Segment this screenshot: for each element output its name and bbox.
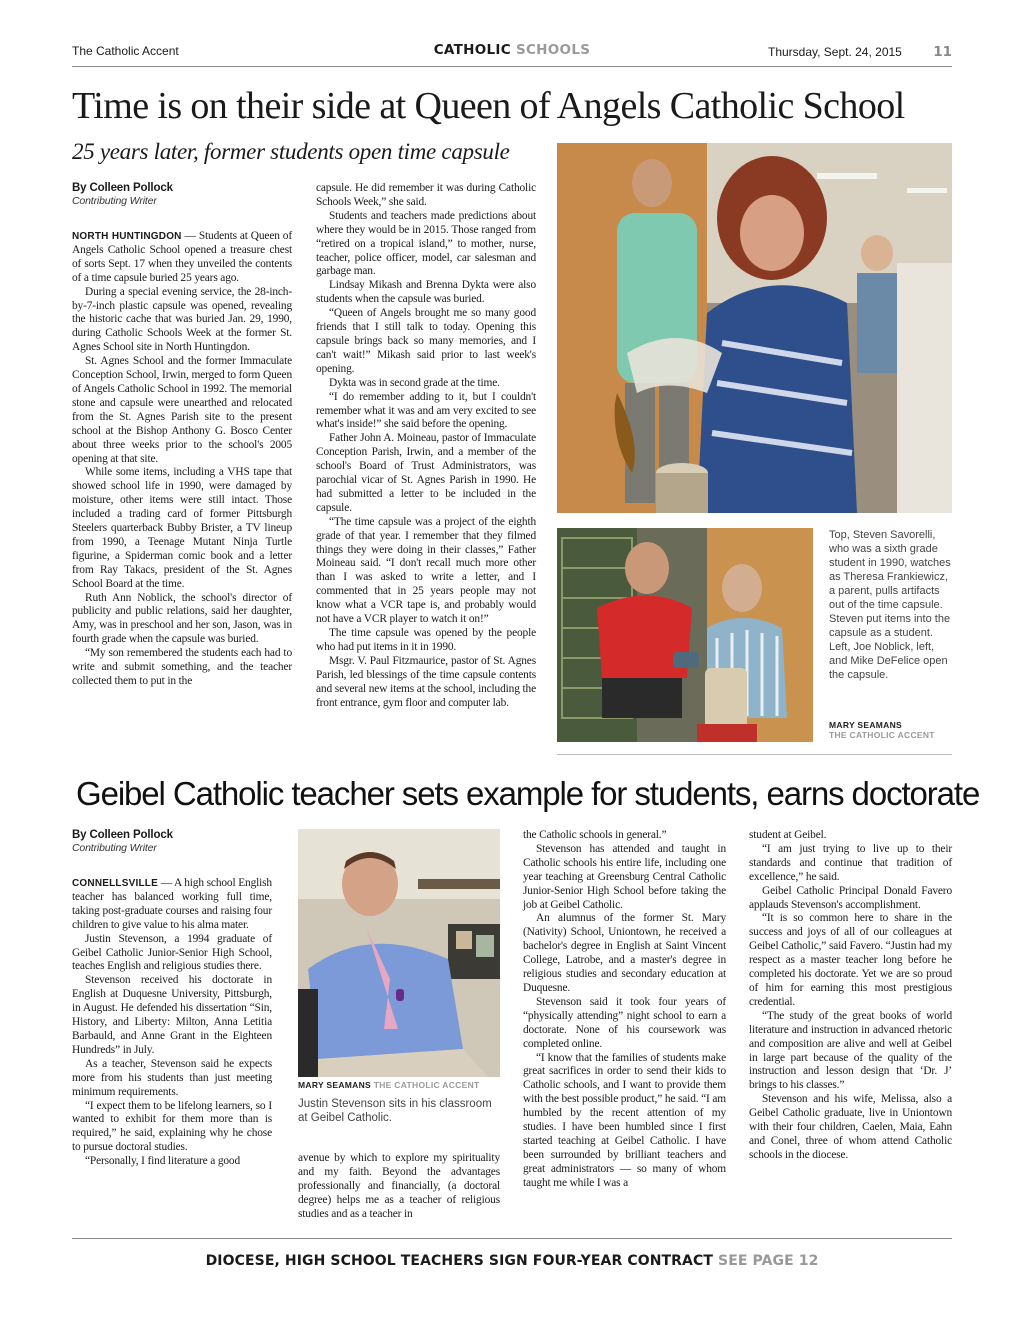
story1-credit-name: MARY SEAMANS [829,720,903,730]
time-capsule-photo-bottom-image [557,528,813,742]
story2-byline-role: Contributing Writer [72,842,157,854]
story1-paragraph: Dykta was in second grade at the time. [329,376,500,389]
section-label-b: SCHOOLS [515,42,591,58]
story1-paragraph: Students and teachers made predictions about where they would be in 2015. Those ranged from “retired on a tropical island,” to mother, nurse, teacher, police officer, model, car salesman and garbage man. [316,209,536,278]
issue-date [768,44,952,60]
story2-column-1 [72,829,272,1169]
page-number: 11 [933,44,952,60]
story2-paragraph: “I know that the families of students make great sacrifices in order to send their kids to Catholic schools, and I want to provide them with the best possible product,” he said. “I am humbled by the recent attention of my studies. I have been humbled since I first started teaching at Geibel Catholic. I have been surrounded by brilliant teachers and great administrators — so many of whom taught me while I was a [523,1051,726,1189]
story1-credit-org: THE CATHOLIC ACCENT [829,730,935,740]
story1-paragraph: “I do remember adding to it, but I couldn't remember what it was and am very excited to see what's inside!” she said before the opening. [316,390,536,431]
story2-paragraph: “It is so common here to share in the success and joys of all of our colleagues at Geibel Catholic,” said Favero. “Justin had my respect as a master teacher long before he completed his doctorate. Yet we are so proud of him for earning this most prestigious credential. [749,912,952,1008]
story1-paragraph: Father John A. Moineau, pastor of Immaculate Conception Parish, Irwin, and a member of the school's Board of Trust Administrators, was parochial vicar of St. Agnes Parish in 1990. He had submitted a letter to be included in the capsule. [316,432,536,514]
footer-teaser-text: DIOCESE, HIGH SCHOOL TEACHERS SIGN FOUR-YEAR CONTRACT [205,1253,714,1269]
story2-column-2 [298,1152,500,1222]
story2-paragraph: the Catholic schools in general.” [523,829,667,841]
story2-paragraph: avenue by which to explore my spirituality and my faith. Beyond the advantages professionally and financially, (a doctoral degree) helps me as a teacher of religious studies and as a teacher in [298,1152,500,1220]
footer-rule [72,1238,952,1239]
story2-column-4 [749,829,952,1163]
story2-paragraph: “Personally, I find literature a good [85,1155,241,1168]
story2-paragraph: student at Geibel. [749,829,827,841]
story1-paragraph: “Queen of Angels brought me so many good friends that I still talk to today. Opening this capsule brings back so many memories, and I can't wait!” Mikash said prior to last week's opening. [316,307,536,375]
section-label-a: CATHOLIC [433,42,511,58]
time-capsule-photo-top-image [557,143,952,513]
story1-dateline: NORTH HUNTINGDON [72,231,182,242]
story2-paragraph: Stevenson and his wife, Melissa, also a Geibel Catholic graduate, live in Uniontown with their four children, Caelen, Maia, Eahn and Conel, three of whom attend Catholic schools in the diocese. [749,1093,952,1161]
story2-paragraph: CONNELLSVILLE — A high school English teacher has balanced working full time, taking post-graduate courses and raising four children to give value to his alma mater. [72,877,272,931]
story1-paragraph: Ruth Ann Noblick, the school's director of publicity and public relations, said her daughter, Amy, was in preschool and her son, Jason, was in fourth grade when the capsule was buried. [72,591,292,646]
teacher-photo [298,829,500,1077]
story1-paragraph: Lindsay Mikash and Brenna Dykta were also students when the capsule was buried. [316,279,536,306]
story1-paragraph: “My son remembered the students each had to write and submit something, and the teacher collected them to put in the [72,647,292,687]
story1-byline-role: Contributing Writer [72,195,157,207]
story2-paragraph: “The study of the great books of world literature and instruction in advanced rhetoric and composition are alive and well at Geibel in large part because of the quality of the instruction and lesson design that ‘Dr. J’ brings to his classes.” [749,1009,952,1092]
story1-paragraph: The time capsule was opened by the people who had put items in it in 1990. [316,627,536,653]
story1-headline: Time is on their side at Queen of Angels Catholic School [72,85,905,127]
story1-deck: 25 years later, former students open time capsule [72,139,510,164]
story1-paragraph: While some items, including a VHS tape that showed school life in 1990, were damaged by moisture, other items were still intact. Those included a trading card of former Pittsburgh Steelers quarterback Bubby Brister, a TV lineup from 1990, a Teenage Mutant Ninja Turtle figurine, a Spiderman comic book and a letter from Ray Takacs, president of the St. Agnes School Board at the time. [72,466,292,590]
story1-paragraph: During a special evening service, the 28-inch-by-7-inch plastic capsule was opened, revealing the historic cache that was buried Jan. 29, 1990, during Catholic Schools Week at the former St. Agnes School site in North Huntingdon. [72,285,292,354]
story2-headline: Geibel Catholic teacher sets example for students, earns doctorate [76,775,980,812]
time-capsule-photo-bottom [557,528,813,742]
footer-see-page: SEE PAGE 12 [718,1253,819,1269]
masthead [72,40,952,67]
story1-paragraph: St. Agnes School and the former Immaculate Conception School, Irwin, merged to form Queen of Angels Catholic School in 1992. The memorial stone and capsule were unearthed and relocated from the St. Agnes Parish site to the present school at the Bishop Anthony G. Bosco Center about three weeks prior to the school's 2005 opening at that site. [72,355,292,465]
story1-caption: Top, Steven Savorelli, who was a sixth grade student in 1990, watches as Theresa Frankiewicz, a parent, pulls artifacts out of the time capsule. Steven put items into the capsule as a student. Left, Joe Noblick, left, and Mike DeFelice open the capsule. [829,529,951,681]
story2-credit-org: THE CATHOLIC ACCENT [373,1080,480,1090]
story2-byline: By Colleen Pollock [72,829,173,841]
story2-paragraph: “I expect them to be lifelong learners, so I wanted to exhibit for them more than is required,” he said, explaining why he chose to pursue doctoral studies. [72,1099,272,1154]
story1-paragraph: “The time capsule was a project of the eighth grade of that year. I remember that they filmed things they were doing in their classes,” Father Moineau said. “I don't recall much more other than I was asked to write a letter, and I commented that in 25 years people may not know what a VCR tape is, and probably would not have a VCR player to watch it on!” [316,515,536,626]
story2-paragraph: Stevenson said it took four years of “physically attending” night school to earn a doctorate. None of his coursework was completed online. [523,995,726,1050]
story2-photo-credit [298,1080,500,1090]
story2-caption: Justin Stevenson sits in his classroom at Geibel Catholic. [298,1098,492,1124]
story2-paragraph: Justin Stevenson, a 1994 graduate of Geibel Catholic Junior-Senior High School, teaches English and religious studies there. [72,932,272,973]
story1-paragraph: NORTH HUNTINGDON — Students at Queen of Angels Catholic School opened a treasure chest of sorts Sept. 17 when they unveiled the contents of a time capsule buried 25 years ago. [72,230,292,284]
paper-name: The Catholic Accent [72,44,179,58]
date-text: Thursday, Sept. 24, 2015 [767,45,902,59]
story2-paragraph: An alumnus of the former St. Mary (Nativity) School, Uniontown, he received a bachelor's degree in English at Saint Vincent College, Latrobe, and a master's degree in religious studies and secondary education at Duquesne. [523,912,726,994]
story2-paragraph: “I am just trying to live up to their standards and continue that tradition of excellence,” he said. [749,842,952,883]
story2-paragraph: Geibel Catholic Principal Donald Favero applauds Stevenson's accomplishment. [749,884,952,911]
story2-paragraph: As a teacher, Stevenson said he expects more from his students than just meeting minimum requirements. [72,1057,272,1098]
story1-column-2 [316,182,536,710]
story1-byline: By Colleen Pollock [72,182,173,194]
story1-column-1 [72,182,292,689]
teacher-photo-image [298,829,500,1077]
story1-paragraph: Msgr. V. Paul Fitzmaurice, pastor of St. Agnes Parish, led blessings of the time capsule contents and several new items at the school, including the front entrance, gym floor and computer lab. [316,654,536,709]
story1-paragraph: capsule. He did remember it was during Catholic Schools Week,” she said. [316,182,536,208]
story2-column-3 [523,829,726,1191]
time-capsule-photo-top [557,143,952,513]
footer-teaser [0,1253,1024,1269]
story1-photo-credit [829,720,952,740]
story2-paragraph: Stevenson has attended and taught in Catholic schools his entire life, including one year teaching at Greensburg Central Catholic Junior-Senior High School before taking the job at Geibel Catholic. [523,842,726,911]
story2-paragraph: Stevenson received his doctorate in English at Duquesne University, Pittsburgh, in August. He defended his dissertation “Sin, History, and Liberty: Milton, Anna Letitia Barbauld, and Anne Grant in the Eighteen Hundreds” in July. [72,974,272,1056]
story2-dateline: CONNELLSVILLE [72,878,158,889]
divider [557,754,952,755]
story2-credit-name: MARY SEAMANS [298,1080,372,1090]
